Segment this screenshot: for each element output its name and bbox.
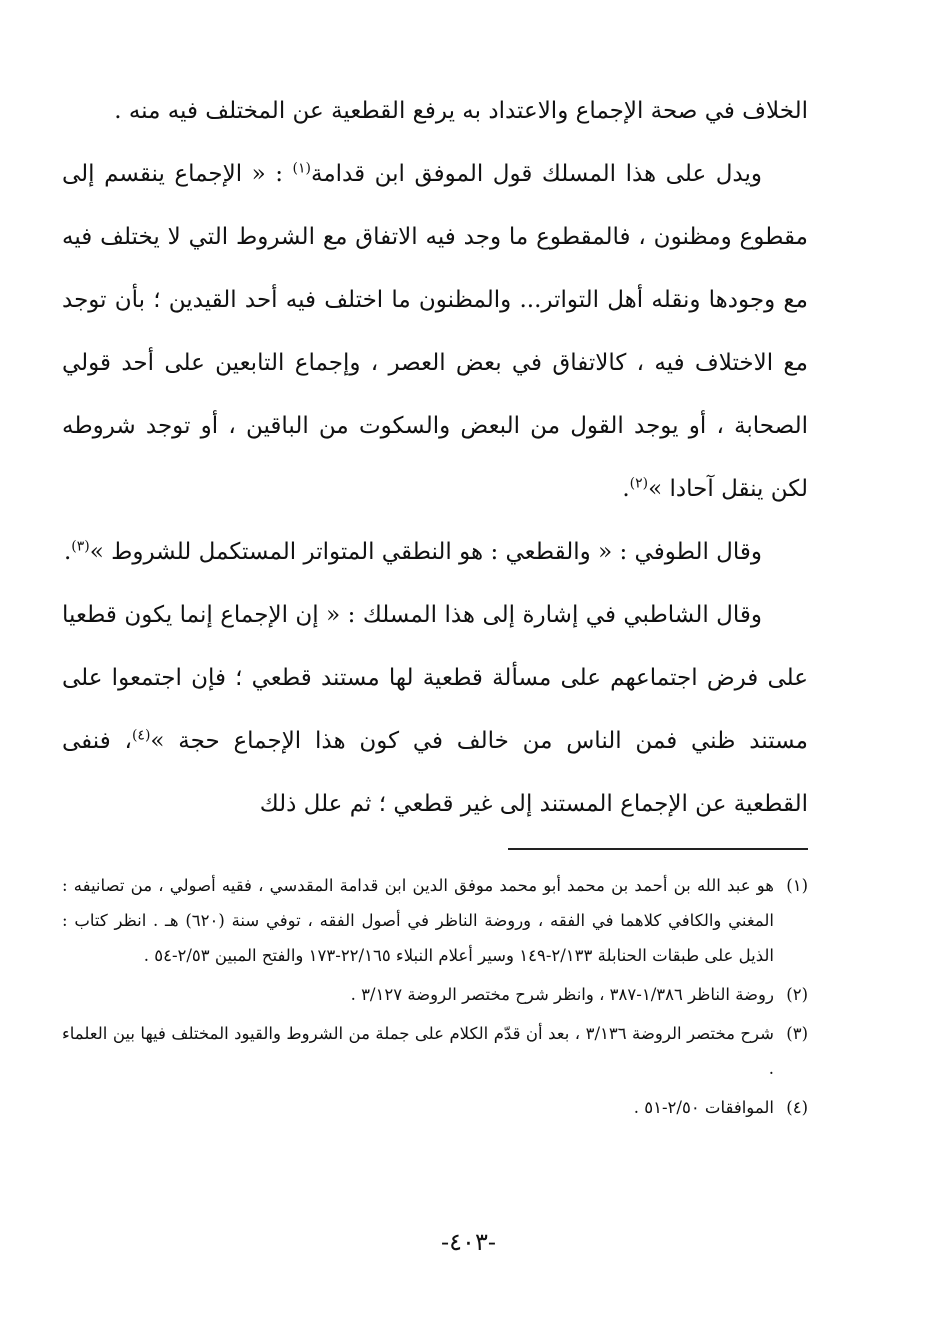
- main-text: [62, 80, 808, 836]
- footnote-separator-wrap: [62, 836, 808, 868]
- footnote-ref-4[interactable]: (٤): [131, 727, 151, 744]
- paragraph-2: [62, 143, 808, 521]
- footnote-3: [62, 1016, 808, 1086]
- paragraph-4-continuation: ، فنفى القطعية عن الإجماع المستند إلى غير قطعي ؛ ثم علل ذلك: [62, 728, 808, 817]
- footnote-1-number: (١): [786, 876, 808, 895]
- footnote-1-text: هو عبد الله بن أحمد بن محمد أبو محمد موفق الدين ابن قدامة المقدسي ، فقيه أصولي ، من تصانيفه : المغني والكافي كلاهما في الفقه ، وروضة الناظر في أصول الفقه ، توفي سنة (٦٢٠) هـ . انظر كتاب : الذيل على طبقات الحنابلة ٢/١٣٣-١٤٩ وسير أعلام النبلاء ٢٢/١٦٥-١٧٣ والفتح المبين ٢/٥٣-٥٤ .: [62, 876, 774, 965]
- footnote-ref-3[interactable]: (٣): [71, 538, 90, 555]
- footnote-2-text: روضة الناظر ١/٣٨٦-٣٨٧ ، وانظر شرح مختصر الروضة ٣/١٢٧ .: [350, 985, 774, 1004]
- paragraph-1: [62, 80, 808, 143]
- paragraph-1-text: الخلاف في صحة الإجماع والاعتداد به يرفع القطعية عن المختلف فيه منه .: [114, 98, 808, 124]
- book-page: [62, 80, 808, 1260]
- paragraph-3-end: .: [63, 539, 72, 565]
- footnote-separator: [508, 848, 808, 850]
- footnotes: [62, 868, 808, 1125]
- footnote-3-number: (٣): [786, 1024, 808, 1043]
- footnote-4: [62, 1090, 808, 1125]
- footnote-ref-2[interactable]: (٢): [629, 475, 649, 492]
- footnote-3-text: شرح مختصر الروضة ٣/١٣٦ ، بعد أن قدّم الكلام على جملة من الشروط والقيود المختلف فيها بين العلماء .: [62, 1024, 774, 1078]
- paragraph-4-text: وقال الشاطبي في إشارة إلى هذا المسلك : « إن الإجماع إنما يكون قطعيا على فرض اجتماعهم على مسألة قطعية لها مستند قطعي ؛ فإن اجتمعوا على مستند ظني فمن الناس من خالف في كون هذا الإجماع حجة »: [62, 602, 808, 754]
- paragraph-2-text: ويدل على هذا المسلك قول الموفق ابن قدامة: [311, 161, 763, 187]
- footnote-4-text: الموافقات ٢/٥٠-٥١ .: [633, 1098, 774, 1117]
- paragraph-2-end: .: [622, 476, 630, 502]
- footnote-2: [62, 977, 808, 1012]
- page-number: -٤٠٣-: [441, 1228, 496, 1256]
- paragraph-2-quote: : « الإجماع ينقسم إلى مقطوع ومظنون ، فالمقطوع ما وجد فيه الاتفاق مع الشروط التي لا يختلف فيه مع وجودها ونقله أهل التواتر... والمظنون ما اختلف فيه أحد القيدين ؛ بأن توجد مع الاختلاف فيه ، كالاتفاق في بعض العصر ، وإجماع التابعين على أحد قولي الصحابة ، أو يوجد القول من البعض والسكوت من الباقين ، أو توجد شروطه لكن ينقل آحادا »: [62, 161, 808, 502]
- footnote-1: [62, 868, 808, 973]
- footnote-4-number: (٤): [786, 1098, 808, 1117]
- footnote-ref-1[interactable]: (١): [292, 160, 312, 177]
- paragraph-3: [62, 521, 808, 584]
- paragraph-4: [62, 584, 808, 836]
- paragraph-3-text: وقال الطوفي : « والقطعي : هو النطقي المتواتر المستكمل للشروط »: [89, 539, 762, 565]
- footnote-2-number: (٢): [786, 985, 808, 1004]
